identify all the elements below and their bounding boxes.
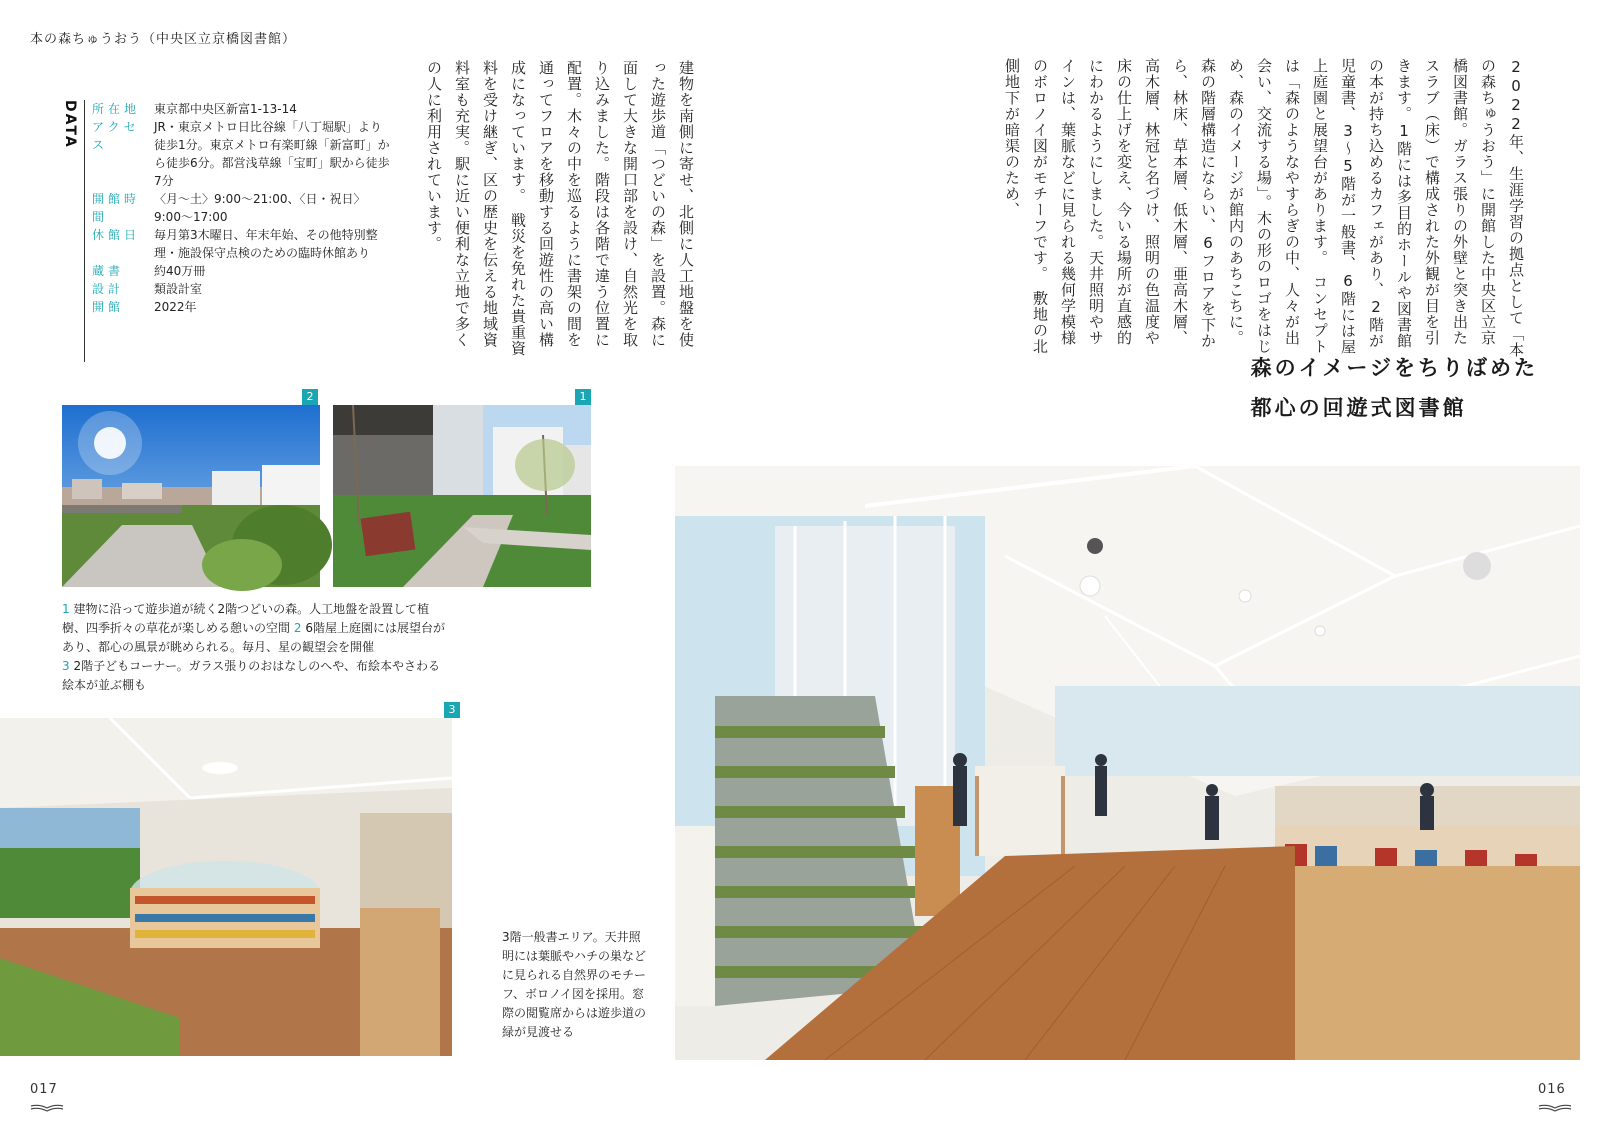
page-number-left [30,1082,64,1116]
photo-rooftop-garden [62,390,320,587]
running-header: 本の森ちゅうおう（中央区立京橋図書館） [30,32,297,47]
article-body-left: 建物を南側に寄せ、北側に人工地盤を使った遊歩道「つどいの森」を設置。森に面して大きな開口部を設け、自然光を取り込みました。階段は各階で違う位置に配置。木々の中を巡るように書架の間を通ってフロアを移動する回遊性の高い構成になっています。 戦災を免れた貴重資料を受け継ぎ、区の歴史を伝える地域資料室も充実。駅に近い便利な立地で多くの人に利用されています。 [425,60,695,357]
data-divider [84,100,85,362]
photo-captions-top [62,600,452,695]
data-row-closed: 休館日 毎月第3木曜日、年末年始、その他特別整理・施設保守点検のための臨時休館あり [92,228,378,260]
photo-badge: 3 [444,702,460,718]
caption-number: 3 [62,659,70,673]
caption-text: 2階子どもコーナー。ガラス張りのおはなしのへや、布絵本やさわる絵本が並ぶ棚も [62,659,441,692]
photo-badge: 1 [575,389,591,405]
data-row-access: アクセス JR・東京メトロ日比谷線「八丁堀駅」より徒歩1分。東京メトロ有楽町線「新富町」から徒歩6分。都営浅草線「宝町」駅から徒歩7分 [92,120,390,188]
photo-general-books-area [675,466,1580,1060]
photo-badge: 2 [302,389,318,405]
data-row-address: 所在地 東京都中央区新富1-13-14 [92,102,297,116]
caption-number: 1 [62,602,70,616]
data-row-opened: 開館 2022年 [92,300,197,314]
open-book-icon [30,1104,64,1112]
photo-childrens-corner [0,703,456,1056]
article-body-right: 2022年、生涯学習の拠点として「本の森ちゅうおう」に開館した中央区立京橋図書館。ガラス張りの外壁と突き出たスラブ（床）で構成された外観が目を引きます。1階には多目的ホールや図書館の本が持ち込めるカフェがあり、2階が児童書、3〜5階が一般書、6階には屋上庭園と展望台があります。 コンセプトは「森のようなやすらぎの中、人々が出会い、交流する場」。木の形のロゴをはじめ、森のイメージが館内のあちこちに。森の階層構造にならい、6フロアを下から、林床、草本層、低木層、亜高木層、高木層、林冠と名づけ、照明の色温度や床の仕上げを変え、今いる場所が直感的にわかるようにしました。天井照明やサインは、葉脈などに見られる幾何学模様のボロノイ図がモチーフです。 敷地の北側地下が暗渠のため、 [1003,58,1525,358]
article-headline [1251,348,1538,428]
caption-text: 建物に沿って遊歩道が続く2階つどいの森。人工地盤を設置して植樹、四季折々の草花が楽しめる憩いの空間 [62,602,430,635]
data-row-design: 設計 類設計室 [92,282,203,296]
headline-line-1: 森のイメージをちりばめた [1250,356,1538,380]
caption-text: 6階屋上庭園には展望台があり、都心の風景が眺められる。毎月、星の観望会を開催 [62,621,445,654]
data-row-hours: 開館時間 〈月〜土〉9:00〜21:00、〈日・祝日〉9:00〜17:00 [92,192,366,224]
headline-line-2: 都心の回遊式図書館 [1250,396,1467,420]
page-number-right [1538,1082,1572,1116]
caption-number: 2 [293,621,302,635]
main-photo-caption: 3階一般書エリア。天井照明には葉脈やハチの巣などに見られる自然界のモチーフ、ボロノイ図を採用。窓際の閲覧席からは遊歩道の緑が見渡せる [502,930,647,1039]
data-label: DATA [62,100,78,149]
page-number-text: 016 [1538,1082,1566,1097]
photo-walkway [333,390,591,587]
data-row-collection: 蔵書 約40万冊 [92,264,206,278]
page-number-text: 017 [30,1082,58,1097]
data-table [92,100,392,316]
open-book-icon [1538,1104,1572,1112]
